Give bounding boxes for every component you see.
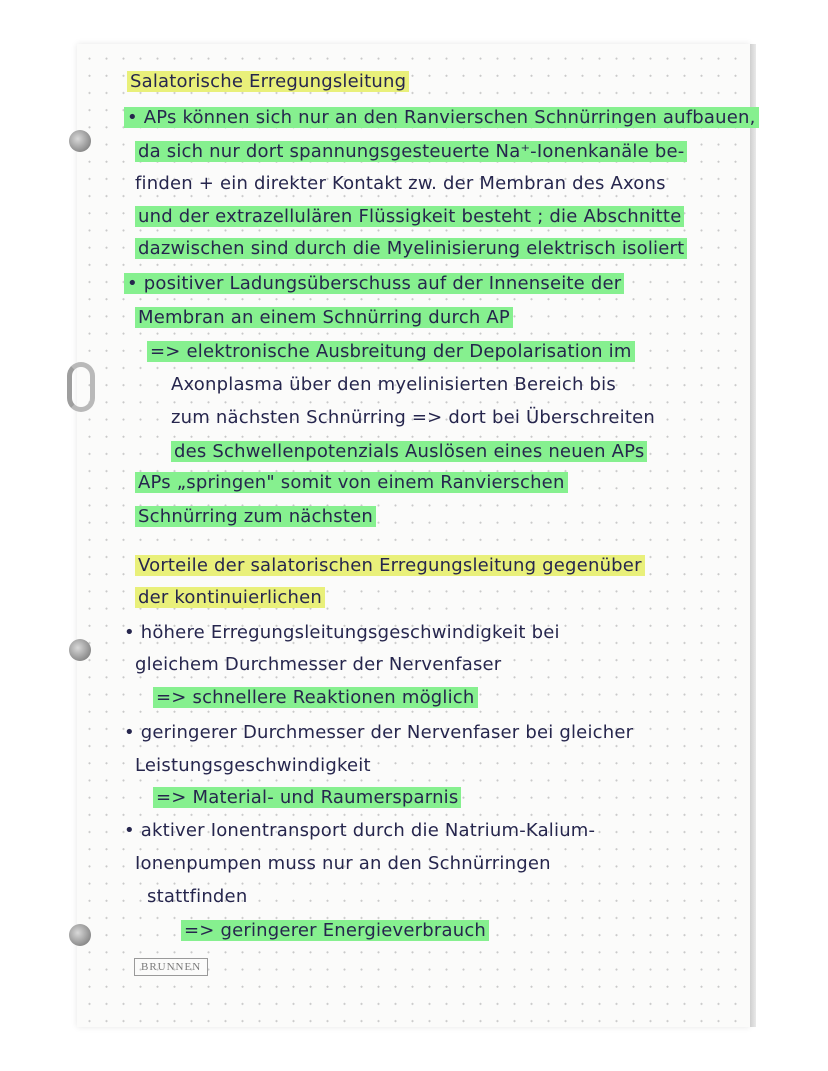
- note-line: [135, 586, 325, 610]
- note-line-text: da sich nur dort spannungsgesteuerte Na⁺-Ionenkanäle be-: [135, 141, 687, 162]
- note-line-text: => schnellere Reaktionen möglich: [153, 687, 478, 708]
- punch-hole-top: [69, 130, 91, 152]
- note-line: [153, 686, 478, 710]
- note-line: [153, 786, 461, 810]
- note-line-text: • APs können sich nur an den Ranvierschen Schnürringen aufbauen,: [124, 107, 759, 128]
- note-line-text: Schnürring zum nächsten: [135, 506, 376, 527]
- page-title: Salatorische Erregungsleitung: [127, 71, 409, 92]
- note-line-text: finden + ein direkter Kontakt zw. der Membran des Axons: [135, 173, 666, 194]
- note-line: [147, 340, 635, 364]
- note-line: [135, 653, 501, 677]
- note-line: [135, 172, 666, 196]
- punch-hole-middle: [69, 639, 91, 661]
- note-line-text: => Material- und Raumersparnis: [153, 787, 461, 808]
- note-line-text: • positiver Ladungsüberschuss auf der Innenseite der: [124, 273, 624, 294]
- note-line: [147, 885, 247, 909]
- note-line: [135, 505, 376, 529]
- page-title-line: [127, 70, 409, 94]
- note-line: [124, 106, 759, 130]
- note-line: [135, 140, 687, 164]
- note-line-text: Vorteile der salatorischen Erregungsleitung gegenüber: [135, 555, 645, 576]
- note-line-text: • geringerer Durchmesser der Nervenfaser bei gleicher: [124, 722, 634, 743]
- note-line: [171, 440, 647, 464]
- note-line-text: stattfinden: [147, 886, 248, 907]
- note-line: [124, 272, 624, 296]
- note-line-text: • aktiver Ionentransport durch die Natrium-Kalium-: [124, 820, 596, 841]
- note-line: [135, 754, 371, 778]
- note-line: [171, 406, 655, 430]
- note-line-text: APs „springen" somit von einem Ranvierschen: [135, 472, 568, 493]
- note-line: [124, 819, 595, 843]
- note-line: [171, 373, 616, 397]
- note-line-text: und der extrazellulären Flüssigkeit besteht ; die Abschnitte: [135, 206, 684, 227]
- binder-ring: [67, 362, 95, 412]
- note-line-text: => geringerer Energieverbrauch: [181, 920, 489, 941]
- note-line-text: der kontinuierlichen: [135, 587, 325, 608]
- note-line-text: => elektronische Ausbreitung der Depolarisation im: [147, 341, 635, 362]
- notebook-page: [77, 44, 756, 1027]
- note-line-text: Membran an einem Schnürring durch AP: [135, 307, 513, 328]
- note-line: [135, 852, 551, 876]
- note-line-text: gleichem Durchmesser der Nervenfaser: [135, 654, 502, 675]
- punch-hole-bottom: [69, 924, 91, 946]
- note-line: [135, 471, 568, 495]
- brand-logo: BRUNNEN: [134, 958, 208, 976]
- note-line-text: Axonplasma über den myelinisierten Bereich bis: [171, 374, 616, 395]
- note-line-text: des Schwellenpotenzials Auslösen eines neuen APs: [171, 441, 647, 462]
- note-line: [135, 205, 684, 229]
- note-line: [124, 621, 560, 645]
- note-line: [135, 237, 687, 261]
- note-line-text: zum nächsten Schnürring => dort bei Überschreiten: [171, 407, 655, 428]
- note-line-text: dazwischen sind durch die Myelinisierung elektrisch isoliert: [135, 238, 687, 259]
- note-line: [181, 919, 489, 943]
- note-line-text: Ionenpumpen muss nur an den Schnürringen: [135, 853, 551, 874]
- note-line-text: • höhere Erregungsleitungsgeschwindigkeit bei: [124, 622, 560, 643]
- note-line: [135, 306, 513, 330]
- note-line: [124, 721, 633, 745]
- note-line: [135, 554, 645, 578]
- page-edge: [750, 44, 756, 1027]
- note-line-text: Leistungsgeschwindigkeit: [135, 755, 371, 776]
